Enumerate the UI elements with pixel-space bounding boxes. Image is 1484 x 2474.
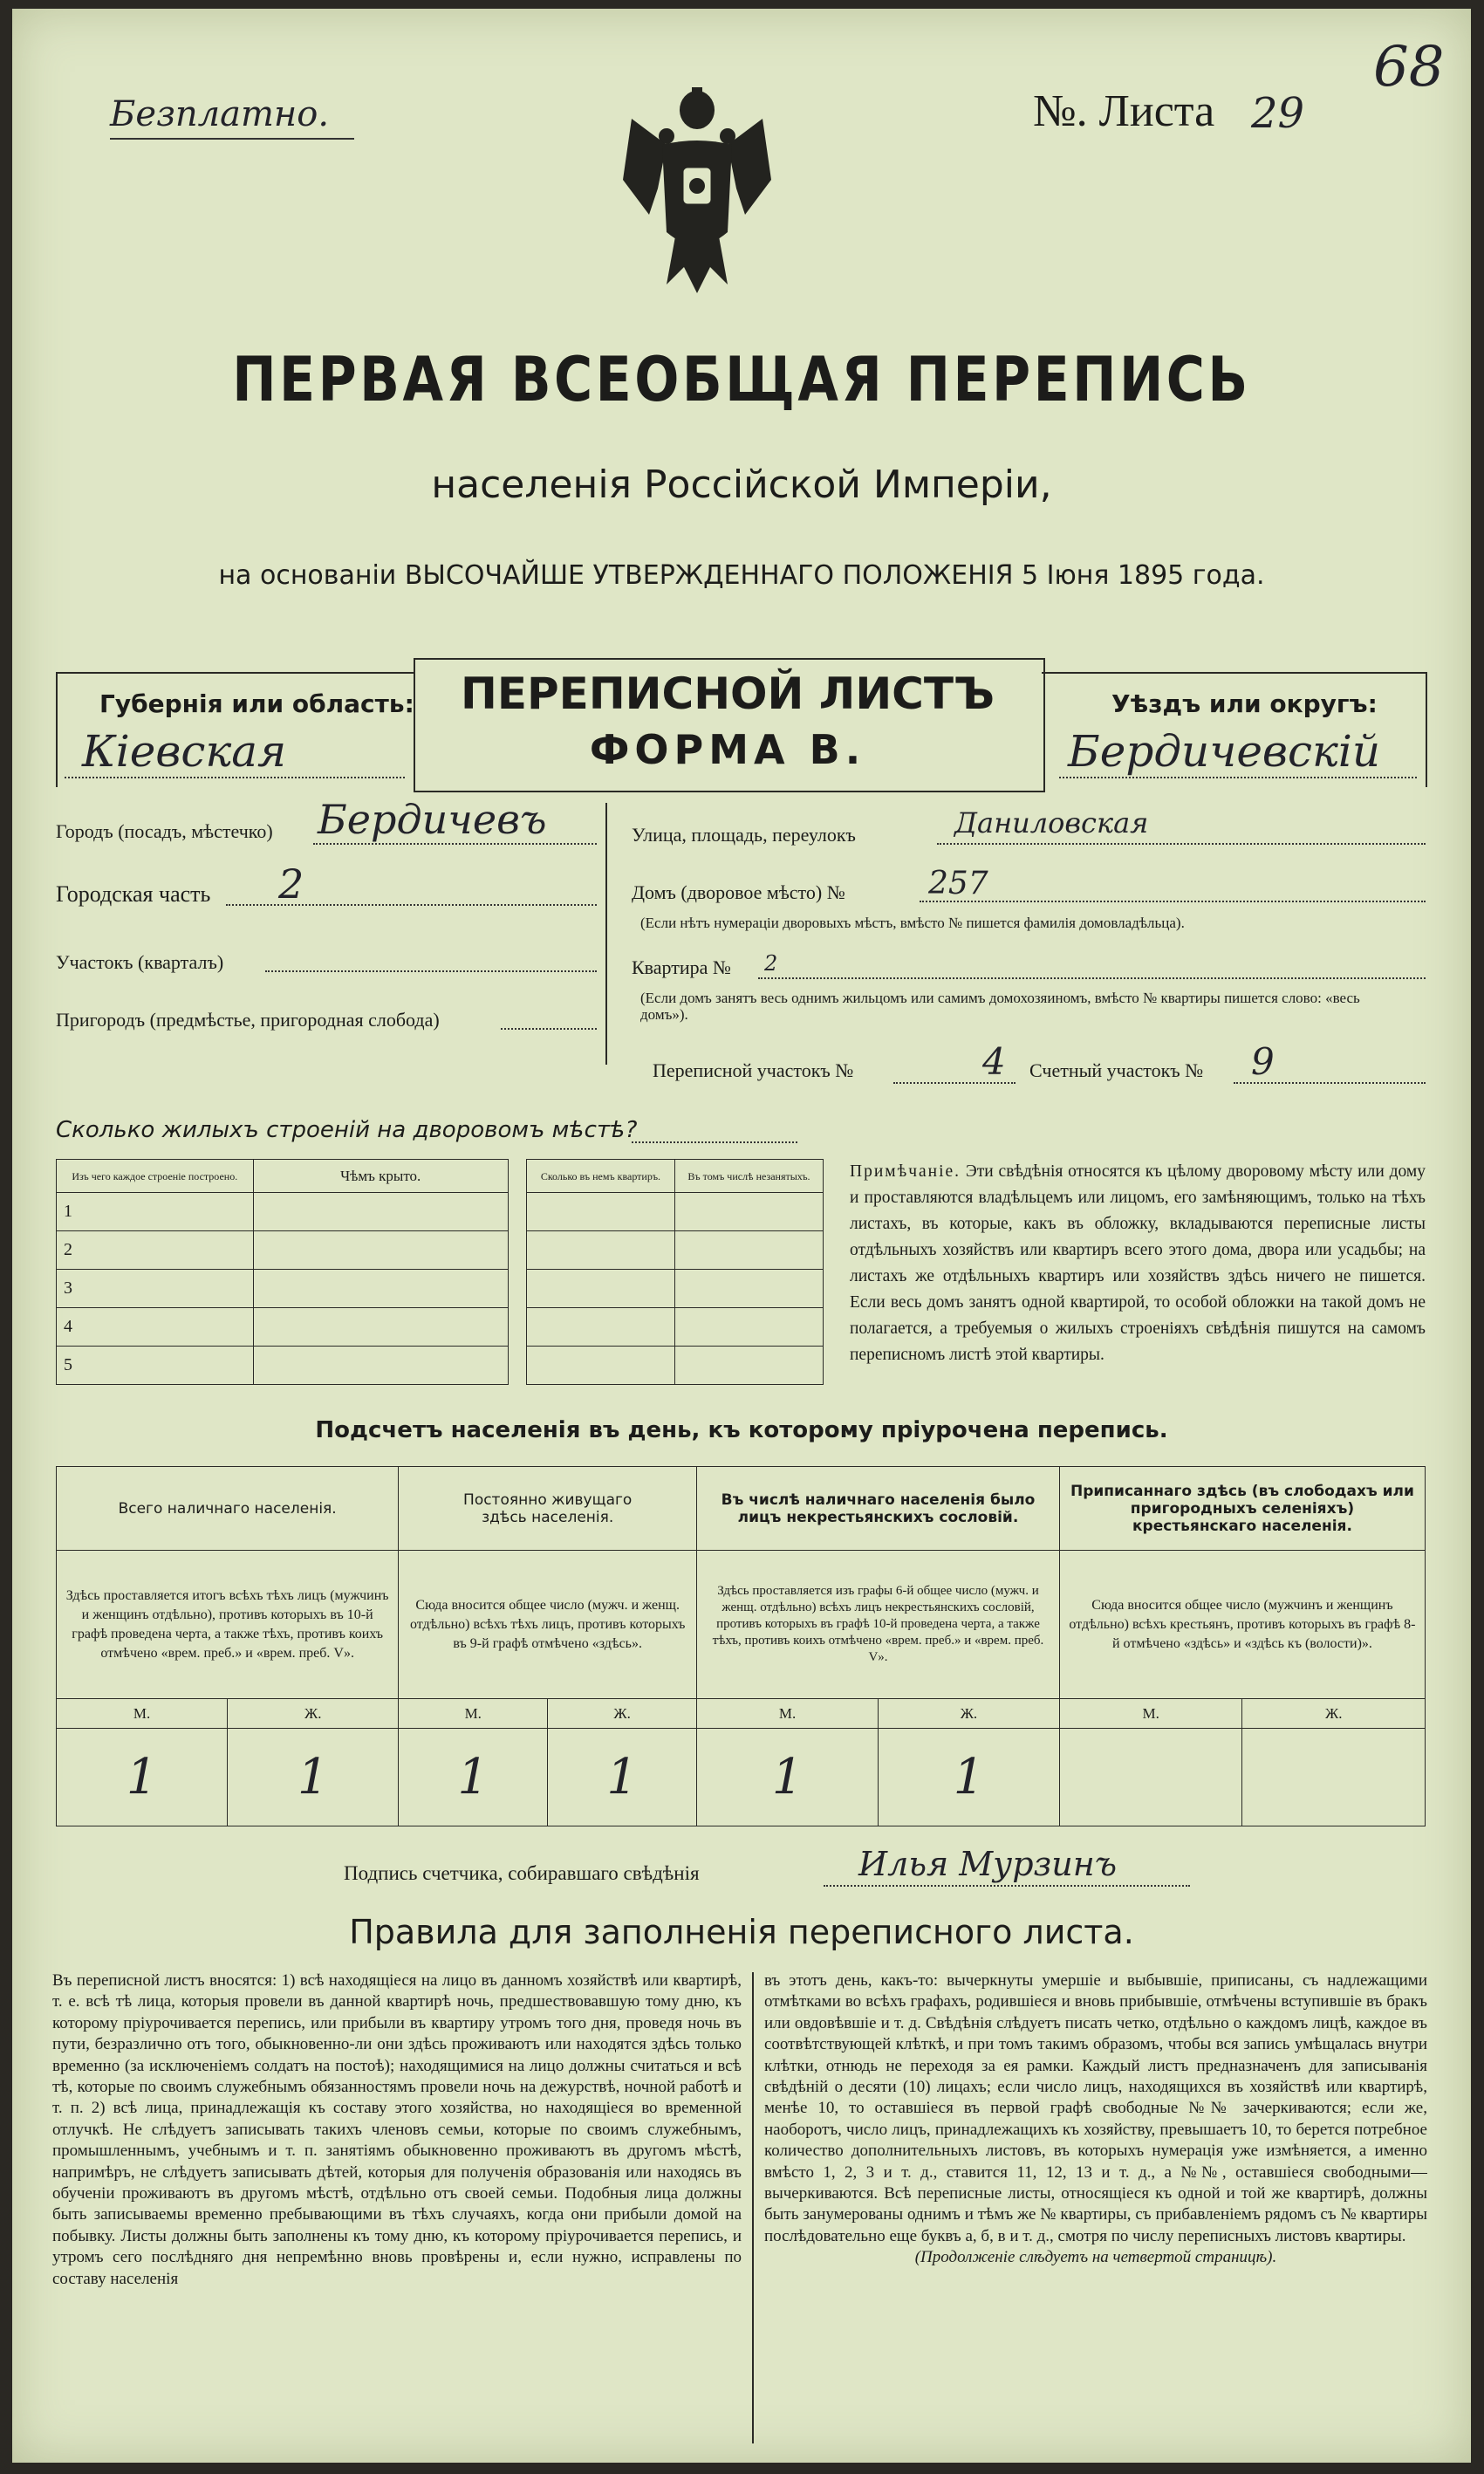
female-header: Ж. [1242,1699,1426,1729]
count-section-value: 9 [1251,1040,1275,1083]
col-roof: Чѣмъ крыто. [253,1160,508,1193]
sheet-number-label: №. Листа [1033,86,1215,136]
female-header: Ж. [548,1699,697,1729]
building-cell [674,1231,823,1270]
building-cell [526,1308,674,1347]
table-gap [508,1347,526,1385]
building-cell [674,1270,823,1308]
census-section-underline [893,1082,1016,1084]
main-title: ПЕРВАЯ ВСЕОБЩАЯ ПЕРЕПИСЬ [232,344,1251,415]
female-header: Ж. [228,1699,399,1729]
male-header: М. [697,1699,879,1729]
city-value: Бердичевъ [318,796,547,843]
building-cell [253,1308,508,1347]
building-cell [526,1347,674,1385]
count-col-head: Всего наличнаго населенія. [57,1467,399,1551]
note-text: Эти свѣдѣнія относятся къ цѣлому дворовому мѣсту или дому и проставляются владѣльцемъ или лицомъ, его замѣняющимъ, только на тѣхъ листахъ, въ которые, какъ въ обложку, вкладываются переписные листы отдѣльныхъ хозяйствъ или квартиръ всего этого дома, двора или усадьбы; на листахъ же отдѣльныхъ квартиръ или хозяйствъ здѣсь ничего не пишется. Если весь домъ занятъ одной квартирой, то особой обложки на такой домъ не полагается, а требуемыя о жилыхъ строеніяхъ свѣдѣнія пишутся на самомъ переписномъ листѣ этой квартиры. [850,1162,1426,1364]
subtitle: населенія Россійской Имперіи, [431,463,1052,507]
rules-column-divider [752,1972,754,2443]
building-row-num: 3 [57,1270,254,1308]
col-vacant: Въ томъ числѣ незанятыхъ. [674,1160,823,1193]
census-section-label: Переписной участокъ № [653,1059,854,1081]
building-cell [253,1193,508,1231]
table-gap [508,1270,526,1308]
female-count [1242,1729,1426,1826]
street-value: Даниловская [954,806,1149,840]
female-header: Ж. [878,1699,1059,1729]
buildings-underline [632,1141,797,1143]
count-section-label: Счетный участокъ № [1029,1059,1204,1081]
male-count [1059,1729,1242,1826]
table-gap [508,1308,526,1347]
apartment-label: Квартира № [632,956,731,978]
col-apartments: Сколько въ немъ квартиръ. [526,1160,674,1193]
count-col-head: Приписаннаго здѣсь (въ слободахъ или пригородныхъ селеніяхъ) крестьянскаго населенія. [1059,1467,1425,1551]
form-title: ПЕРЕПИСНОЙ ЛИСТЪ [461,668,995,719]
rules-continued: (Продолженіе слѣдуетъ на четвертой страницѣ). [914,2248,1277,2267]
male-count: 1 [697,1729,879,1826]
suburb-label: Пригородъ (предмѣстье, пригородная слобода) [56,1009,440,1031]
legal-basis: на основаніи ВЫСОЧАЙШЕ УТВЕРЖДЕННАГО ПОЛОЖЕНІЯ 5 Іюня 1895 года. [218,560,1265,591]
building-row-num: 5 [57,1347,254,1385]
building-cell [526,1231,674,1270]
form-type: ФОРМА В. [589,726,866,773]
province-value: Кіевская [82,726,287,777]
city-underline [313,843,597,845]
building-cell [674,1347,823,1385]
rules-right-text: въ этотъ день, какъ-то: вычеркнуты умершіе и выбывшіе, приписаны, съ надлежащими отмѣтками во всѣхъ графахъ, родившіеся и вновь прибывшіе, отмѣчены вступившіе въ бракъ или овдовѣвшіе и т. д. Свѣдѣнія слѣдуетъ писать четко, отдѣльно о каждомъ лицѣ, каждое въ соотвѣтствующей клѣткѣ, и при томъ такимъ образомъ, чтобы вся запись умѣщалась внутри клѣтки, отнюдь не переходя за ея рамки. Каждый листъ предназначенъ для записыванія свѣдѣній о десяти (10) лицахъ; если число лицъ, находящихся въ хозяйствѣ или квартирѣ, менѣе 10, то оставшіеся въ первой графѣ свободные №№ зачеркиваются; если же, наоборотъ, число лицъ, принадлежащихъ къ хозяйству, превышаетъ 10, то берется потребное количество дополнительныхъ листовъ, въ которыхъ нумерація уже измѣняется, а именно вмѣсто 1, 2, 3 и т. д., ставится 11, 12, 13 и т. д., а №№, оставшіеся свободными—вычеркиваются. Всѣ переписные листы, относящіеся къ одной и той же квартирѣ, должны быть занумерованы однимъ и тѣмъ же № квартиры, съ прибавленіемъ рядомъ съ № квартиры послѣдовательно еще буквъ а, б, в и т. д., смотря по числу переписныхъ листовъ квартиры. [764,1971,1427,2245]
building-cell [674,1193,823,1231]
table-gap [508,1231,526,1270]
house-underline [920,901,1426,902]
house-label: Домъ (дворовое мѣсто) № [632,881,845,903]
building-cell [526,1270,674,1308]
female-count: 1 [228,1729,399,1826]
rules-left-column: Въ переписной листъ вносятся: 1) всѣ находящіеся на лицо въ данномъ хозяйствѣ или квартирѣ, т. е. всѣ тѣ лица, которыя провели въ данной квартирѣ ночь, предшествовавшую тому дню, къ которому пріурочивается перепись, или прибыли въ квартиру утромъ того дня, проведя ночь въ пути, безразлично отъ того, обыкновенно-ли они здѣсь проживаютъ или находятся здѣсь только временно (за исключеніемъ солдатъ на постоѣ); находящимися на лицо должны считаться и всѣ тѣ, которые по своимъ служебнымъ обязанностямъ провели ночь на дежурствѣ, ночной работѣ и т. п. 2) всѣ лица, принадлежащія къ составу этого хозяйства, но находящіеся во временной отлучкѣ. Не слѣдуетъ записывать такихъ членовъ семьи, которые по своимъ служебнымъ, промышленнымъ, учебнымъ и т. п. занятіямъ обыкновенно проживаютъ въ другомъ мѣстѣ, напримѣръ, не слѣдуетъ записывать дѣтей, которыя для полученія образованія или находясь въ обученіи проживаютъ въ другомъ мѣстѣ, отдѣльно отъ своей семьи. Подобныя лица должны быть записываемы временно пребывающими въ тѣхъ случаяхъ, когда они прибыли домой на побывку. Листы должны быть заполнены къ тому дню, къ которому пріурочивается перепись, и утромъ сего послѣдняго дня непремѣнно вновь провѣрены и, если нужно, исправлены по составу населенія [52,1971,742,2288]
building-cell [526,1193,674,1231]
apartment-value: 2 [764,951,778,976]
province-label: Губернія или область: [99,689,414,718]
district-value: Бердичевскій [1068,726,1381,777]
building-cell [253,1347,508,1385]
count-col-desc: Сюда вносится общее число (мужч. и женщ. отдѣльно) всѣхъ тѣхъ лицъ, противъ которыхъ въ 9-й графѣ отмѣчено «здѣсь». [399,1551,697,1699]
building-row-num: 4 [57,1308,254,1347]
house-note: (Если нѣтъ нумераціи дворовыхъ мѣстъ, вмѣсто № пишется фамилія домовладѣльца). [640,915,1185,931]
count-col-desc: Здѣсь проставляется изъ графы 6-й общее число (мужч. и женщ. отдѣльно) всѣхъ лицъ некрестьянскихъ сословій, противъ которыхъ въ графѣ 10-й проведена черта, а также тѣхъ, противъ коихъ отмѣчено «врем. преб.» и «врем. преб. V». [697,1551,1060,1699]
address-divider [605,803,607,1065]
signature-underline [824,1885,1190,1887]
precinct-underline [265,970,597,972]
apartment-note: (Если домъ занятъ весь однимъ жильцомъ или самимъ домохозяиномъ, вмѣсто № квартиры пишется слово: «весь домъ»). [640,990,1360,1023]
count-col-head: Постоянно живущаго здѣсь населенія. [399,1467,697,1551]
male-count: 1 [399,1729,548,1826]
census-sheet-page [12,9,1471,2463]
building-cell [253,1270,508,1308]
imperial-eagle-emblem [614,84,780,302]
buildings-note [850,1159,1426,1368]
col-material: Изъ чего каждое строеніе построено. [57,1160,254,1193]
sheet-number-value: 29 [1251,89,1305,138]
table-gap [508,1193,526,1231]
street-underline [937,843,1426,845]
city-part-label: Городская часть [56,881,211,907]
signature-value: Илья Мурзинъ [858,1845,1118,1883]
free-underline [110,138,354,140]
house-value: 257 [928,866,988,901]
count-col-head: Въ числѣ наличнаго населенія было лицъ некрестьянскихъ сословій. [697,1467,1060,1551]
building-row-num: 1 [57,1193,254,1231]
table-gap [508,1160,526,1193]
city-part-value: 2 [278,860,304,908]
female-count: 1 [548,1729,697,1826]
count-col-desc: Здѣсь проставляется итогъ всѣхъ тѣхъ лицъ (мужчинъ и женщинъ отдѣльно), противъ которыхъ въ 10-й графѣ проведена черта, а также тѣхъ, противъ коихъ отмѣчено «врем. преб.» и «врем. преб. V». [57,1551,399,1699]
female-count: 1 [878,1729,1059,1826]
street-label: Улица, площадь, переулокъ [632,824,856,846]
buildings-question: Сколько жилыхъ строеній на дворовомъ мѣстѣ? [56,1117,638,1143]
rules-title: Правила для заполненія переписного листа. [349,1913,1134,1951]
signature-label: Подпись счетчика, собиравшаго свѣдѣнія [344,1862,700,1884]
province-underline [65,777,405,778]
free-label: Безплатно. [110,94,330,134]
building-row-num: 2 [57,1231,254,1270]
precinct-label: Участокъ (кварталъ) [56,951,224,973]
male-header: М. [57,1699,228,1729]
building-cell [674,1308,823,1347]
district-label: Уѣздъ или округъ: [1111,689,1378,718]
male-header: М. [399,1699,548,1729]
city-label: Городъ (посадъ, мѣстечко) [56,820,273,842]
note-title: Примѣчаніе. [850,1162,961,1181]
male-header: М. [1059,1699,1242,1729]
suburb-underline [501,1028,597,1030]
corner-page-number: 68 [1373,35,1445,99]
city-part-underline [226,904,597,906]
count-section-underline [1234,1082,1426,1084]
population-count-table [56,1466,1426,1826]
buildings-table [56,1159,824,1385]
count-col-desc: Сюда вносится общее число (мужчинъ и женщинъ отдѣльно) всѣхъ крестьянъ, противъ которыхъ въ графѣ 8-й отмѣчено «здѣсь» и «здѣсь къ (волости)». [1059,1551,1425,1699]
district-underline [1059,777,1417,778]
rules-right-column [764,1970,1427,2459]
male-count: 1 [57,1729,228,1826]
apartment-underline [758,977,1426,979]
building-cell [253,1231,508,1270]
count-title: Подсчетъ населенія въ день, къ которому пріурочена перепись. [315,1417,1168,1443]
census-section-value: 4 [982,1040,1006,1083]
